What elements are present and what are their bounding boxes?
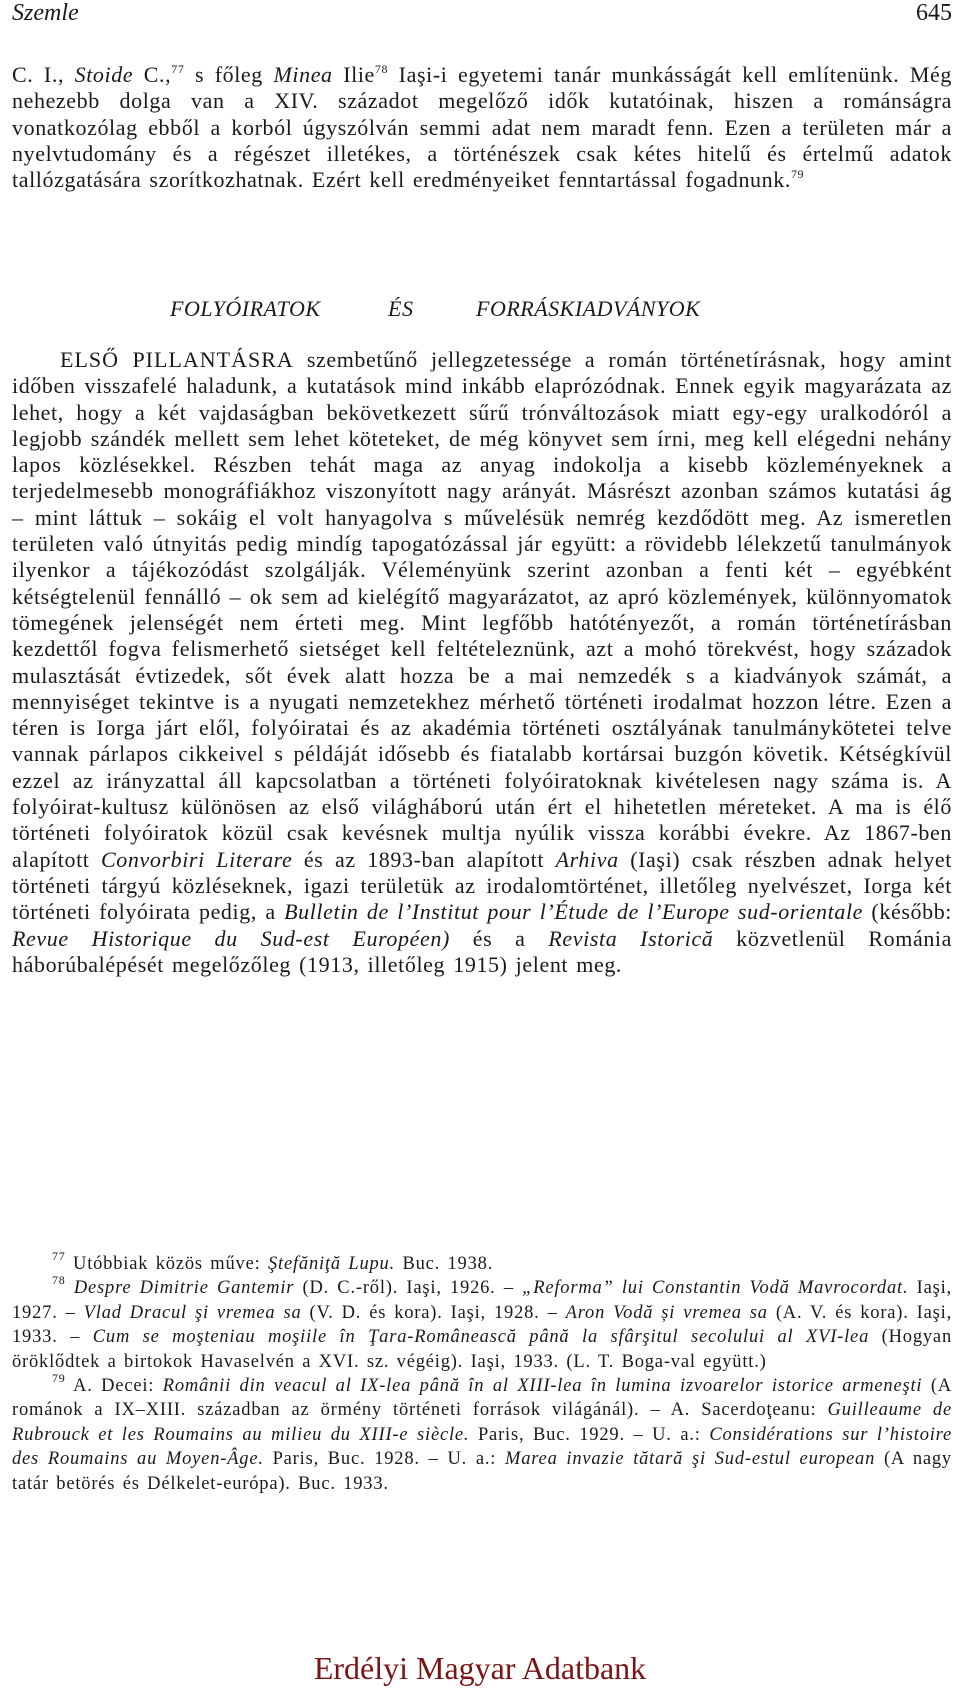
- footnote-ref-79[interactable]: 79: [790, 167, 805, 182]
- running-header: [12, 0, 952, 30]
- lead-in: ELSŐ PILLANTÁSRA: [60, 347, 294, 372]
- text-run: (A. V. és kora). Iaşi, 1933. –: [12, 1302, 952, 1348]
- heading-word: FOLYÓIRATOK: [170, 296, 321, 321]
- page-number: 645: [916, 0, 952, 26]
- journal-name: Bulletin de l’Institut pour l’Étude de l’Europe sud-orientale: [284, 899, 864, 925]
- work-title: Aron Vodă și vremea sa: [565, 1302, 768, 1323]
- text-run: és az 1893-ban alapított: [292, 846, 556, 872]
- work-title: Despre Dimitrie Gantemir: [65, 1278, 295, 1299]
- text-run: C.,: [133, 62, 172, 87]
- text-run: (D. C.-ről). Iaşi, 1926. –: [294, 1278, 523, 1299]
- text-run: Buc. 1938.: [395, 1254, 494, 1274]
- footnote-ref-77[interactable]: 77: [171, 62, 185, 76]
- heading-word: ÉS: [388, 296, 414, 321]
- footnote-77: [12, 1249, 952, 1276]
- text-run: A. Decei:: [65, 1376, 163, 1397]
- footnote-79: [12, 1371, 953, 1496]
- author-name: Minea: [273, 62, 333, 87]
- journal-name: Convorbiri Literare: [101, 846, 293, 872]
- work-title: „Reforma” lui Constantin Vodă Mavrocordat.: [522, 1278, 909, 1299]
- journal-name: Revue Historique du Sud-est Européen): [12, 925, 450, 951]
- footnote-number: 78: [52, 1273, 66, 1288]
- text-run: C. I.,: [12, 62, 75, 87]
- work-title: Românii din veacul al IX-lea până în al XIII-lea în lumina izvoarelor istorice armeneşti: [162, 1376, 923, 1397]
- text-run: (V. D. és kora). Iaşi, 1928. –: [301, 1302, 566, 1323]
- work-title: Vlad Dracul şi vremea sa: [83, 1302, 302, 1323]
- work-title: Ştefăniţă Lupu.: [267, 1254, 396, 1274]
- text-run: Iaşi, 1927. –: [12, 1278, 952, 1323]
- text-run: Paris, Buc. 1929. – U. a.:: [469, 1424, 710, 1445]
- work-title: Marea invazie tătară şi Sud-estul european: [504, 1449, 876, 1470]
- text-run: (Iaşi) csak részben adnak helyet történeti tárgyú közléseknek, igazi területük az irodalomtörténet, illetőleg nyelvészet, Iorga két történeti folyóirata pedig, a: [12, 846, 953, 925]
- text-run: (később:: [863, 899, 953, 925]
- work-title: Considérations sur l’histoire des Roumains au Moyen-Âge.: [12, 1424, 953, 1470]
- footnotes: [12, 1249, 953, 1496]
- text-run: (A románok a IX–XIII. században az örmény történeti források világánál). – A. Sacerdoţeanu:: [12, 1376, 952, 1421]
- text-run: (A nagy tatár betörés és Délkelet-európa). Buc. 1933.: [12, 1449, 952, 1494]
- journal-name: Revista Istorică: [548, 925, 714, 951]
- journal-title: Szemle: [12, 0, 79, 26]
- text-run: Paris, Buc. 1928. – U. a.:: [263, 1449, 505, 1470]
- text-run: Iaşi-i egyetemi tanár munkásságát kell említenünk. Még nehezebb dolga van a XIV. századot megelőző idők kutatóinak, hiszen a románságra vonatkozólag ebből a korból úgyszólván semmi adat nem maradt fenn. Ezen a területen már a nyelvtudomány és a régészet illetékes, a történészek csak kétes hitelű és értelmű adatok tallózgatására szorítkozhatnak. Ezért kell eredményeiket fenntartással fogadnunk.: [12, 62, 952, 193]
- text-run: közvetlenül Románia háborúbalépését megelőzőleg (1913, illetőleg 1915) jelent meg.: [12, 925, 952, 977]
- text-run: s főleg: [184, 62, 274, 87]
- text-run: (Hogyan öröklődtek a birtokok Havaselvén a XVI. sz. végéig). Iaşi, 1933. (L. T. Boga-val együtt.): [12, 1327, 952, 1372]
- text-run: Utóbbiak közös műve:: [65, 1254, 268, 1274]
- heading-word: FORRÁSKIADVÁNYOK: [476, 296, 701, 321]
- footnote-number: 79: [52, 1371, 66, 1386]
- text-run: szembetűnő jellegzetessége a román történetírásnak, hogy amint időben visszafelé haladunk, a kutatások mind inkább elaprózódnak. Ennek egyik magyarázata az lehet, hogy a két vajdaságban bekövetkezett sűrű trónváltozások miatt egy-egy uralkodóról a legjobb szándék mellett sem lehet köteteket, de még könyvet sem írni, meg kell elégedni nehány lapos közlésekkel. Részben tehát maga az anyag indokolja a kisebb közleményeknek a terjedelmesebb monográfiákhoz viszonyított nagy arányát. Másrészt azonban számos kutatási ág – mint láttuk – sokáig el volt hanyagolva s művelésük nemrég kezdődött meg. Az ismeretlen területen való útnyitás pedig mindíg tapogatózással jár együtt: a rövidebb lélekzetű tanulmányok ilyenkor a tájékozódást szolgálják. Véleményünk szerint azonban a fenti két – egyébként kétségtelenül fennálló – ok sem ad kielégítő magyarázatot, az apró közlemények, különnyomatok tömegének jelenségét nem érteti meg. Mint legfőbb hatótényezőt, a román történetírásban kezdettől fogva felismerhető sietséget kell feltételeznünk, azt a mohó törekvést, hogy századok mulasztását évtizedek, sőt évek alatt hozza be a mai nemzedék s a kiadványok számát, a mennyiséget tekintve is a nyugati nemzetekhez mérhető történeti irodalmat hozzon létre. Ezen a téren is Iorga járt elől, folyóiratai és az akadémia történeti osztályának tanulmánykötetei telve vannak párlapos cikkeivel s példáját idősebb és fiatalabb kortársai buzgón követik. Kétségkívül ezzel az irányzattal áll kapcsolatban a történeti folyóiratoknak kivételesen nagy száma is. A folyóirat-kultusz különösen az első világháború után ért el hihetetlen méreteket. A ma is élő történeti folyóiratok közül csak kevésnek multja nyúlik vissza korábbi évekre. Az 1867-ben alapított: [12, 347, 952, 872]
- paragraph-main: [12, 347, 952, 978]
- footnote-number: 77: [52, 1249, 66, 1263]
- work-title: Guilleaume de Rubrouck et les Roumains au milieu du XIII-e siècle.: [12, 1400, 952, 1445]
- footnote-78: [12, 1273, 952, 1374]
- author-name: Stoide: [74, 62, 134, 87]
- work-title: Cum se moşteniau moşiile în Ţara-Românească până la sfârşitul secolului al XVI-lea: [92, 1327, 870, 1348]
- text-run: Ilie: [332, 62, 375, 87]
- journal-name: Arhiva: [555, 846, 619, 872]
- paragraph-intro: [12, 62, 952, 193]
- text-run: és a: [449, 925, 549, 951]
- section-heading: [12, 296, 952, 326]
- footer-banner-link[interactable]: Erdélyi Magyar Adatbank: [313, 1650, 647, 1686]
- footnote-ref-78[interactable]: 78: [374, 62, 389, 76]
